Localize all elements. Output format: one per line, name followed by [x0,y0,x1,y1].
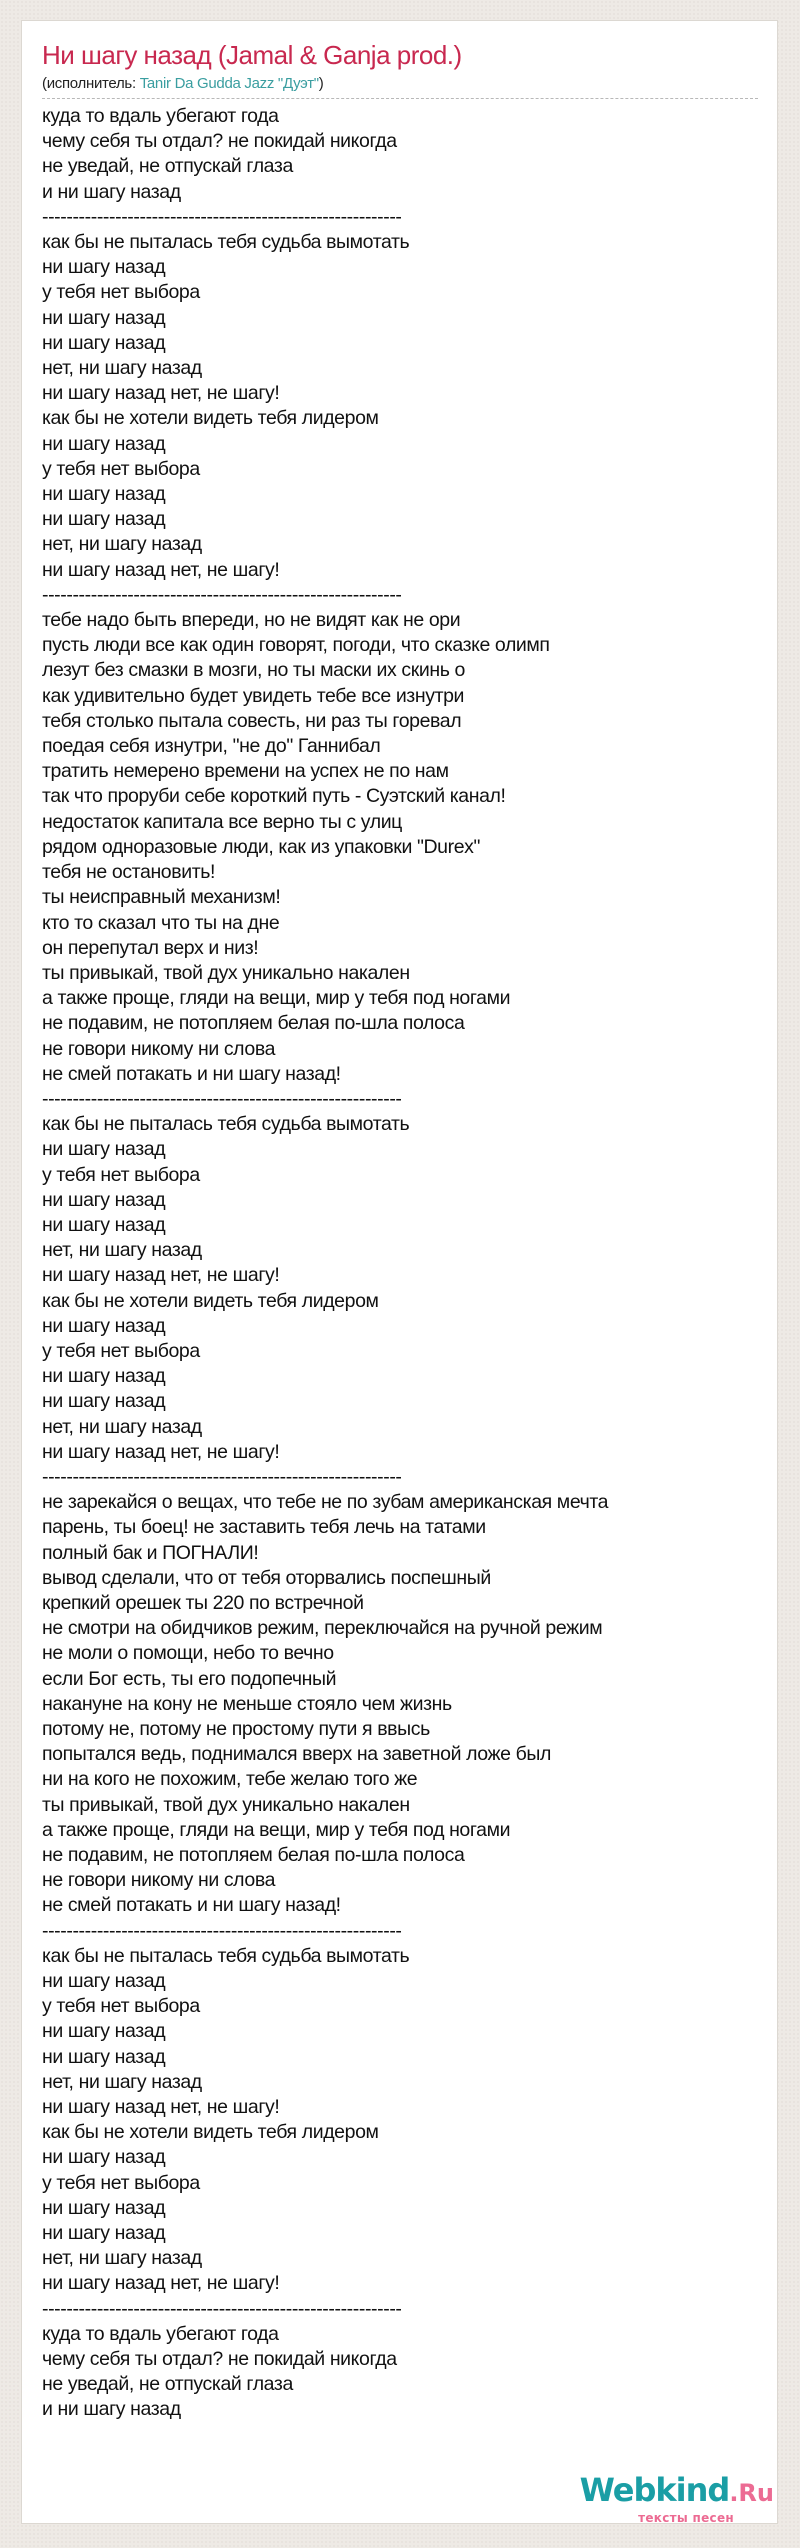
lyrics-separator: ----------------------------------------------------------- [42,205,402,228]
lyrics-line: поедая себя изнутри, "не до" Ганнибал [42,735,381,758]
lyrics-line: ни шагу назад [42,256,166,279]
lyrics-line: а также проще, гляди на вещи, мир у тебя под ногами [42,1818,511,1841]
song-title: Ни шагу назад (Jamal & Ganja prod.) [42,40,462,70]
lyrics-line: ни шагу назад [42,2020,166,2043]
lyrics-line: как бы не пыталась тебя судьба вымотать [42,231,410,254]
logo-wordmark [580,2472,774,2511]
lyrics-line: тебя не остановить! [42,861,216,884]
lyrics-line: и ни шагу назад [42,180,181,203]
lyrics-line: у тебя нет выбора [42,1995,200,2018]
lyrics-line: как бы не хотели видеть тебя лидером [42,1289,379,1312]
lyrics-line: вывод сделали, что от тебя оторвались поспешный [42,1566,491,1589]
lyrics-line: не зарекайся о вещах, что тебе не по зубам американская мечта [42,1491,609,1514]
lyrics-line: если Бог есть, ты его подопечный [42,1667,337,1690]
lyrics-line: парень, ты боец! не заставить тебя лечь на татами [42,1516,486,1539]
lyrics-line: как бы не пыталась тебя судьба вымотать [42,1944,410,1967]
lyrics-line: крепкий орешек ты 220 по встречной [42,1591,364,1614]
lyrics-separator: ----------------------------------------------------------- [42,1087,402,1110]
lyrics-line: ни шагу назад [42,432,166,455]
lyrics-line: ни шагу назад [42,1188,166,1211]
lyrics-line: ни шагу назад нет, не шагу! [42,1440,280,1463]
lyrics-line: ни шагу назад нет, не шагу! [42,382,280,405]
lyrics-line: не смей потакать и ни шагу назад! [42,1062,341,1085]
lyrics-separator: ----------------------------------------------------------- [42,1465,402,1488]
lyrics-line: не говори никому ни слова [42,1869,276,1892]
lyrics-line: чему себя ты отдал? не покидай никогда [42,2348,397,2371]
lyrics-line: нет, ни шагу назад [42,533,202,556]
lyrics-line: ни на кого не похожим, тебе желаю того же [42,1768,418,1791]
lyrics-line: как бы не хотели видеть тебя лидером [42,407,379,430]
lyrics-line: как бы не хотели видеть тебя лидером [42,2121,379,2144]
lyrics-line: ни шагу назад нет, не шагу! [42,1264,280,1287]
lyrics-line: чему себя ты отдал? не покидай никогда [42,130,397,153]
artist-link[interactable]: Tanir Da Gudda Jazz "Дуэт" [139,75,319,92]
lyrics-line: у тебя нет выбора [42,281,200,304]
logo-tld: .Ru [729,2479,774,2507]
lyrics-line: попытался ведь, поднимался вверх на заветной ложе был [42,1743,551,1766]
artist-suffix: ) [318,75,324,92]
lyrics-line: он перепутал верх и низ! [42,936,259,959]
lyrics-line: ни шагу назад [42,306,166,329]
lyrics-line: ни шагу назад [42,1314,166,1337]
lyrics-separator: ----------------------------------------------------------- [42,2297,402,2320]
artist-line [42,75,324,92]
lyrics-line: не моли о помощи, небо то вечно [42,1642,334,1665]
lyrics-line: ни шагу назад [42,1390,166,1413]
lyrics-line: ни шагу назад [42,2196,166,2219]
lyrics-line: ни шагу назад [42,2045,166,2068]
lyrics-line: ни шагу назад [42,508,166,531]
lyrics-line: куда то вдаль убегают года [42,105,279,127]
lyrics-line: и ни шагу назад [42,2398,181,2421]
lyrics-line: не уведай, не отпускай глаза [42,2373,293,2396]
lyrics-line: ни шагу назад [42,2222,166,2245]
lyrics-line: ни шагу назад [42,331,166,354]
lyrics-line: ни шагу назад [42,1970,166,1993]
lyrics-line: ни шагу назад [42,1213,166,1236]
lyrics-line: не смей потакать и ни шагу назад! [42,1894,341,1917]
lyrics-line: потому не, потому не простому пути я ввысь [42,1718,430,1740]
lyrics-line: ни шагу назад [42,2146,166,2169]
lyrics-line: пусть люди все как один говорят, погоди, что сказке олимп [42,634,550,657]
lyrics-line: как удивительно будет увидеть тебе все изнутри [42,684,465,707]
lyrics-line: нет, ни шагу назад [42,2247,202,2270]
lyrics-line: у тебя нет выбора [42,1339,200,1362]
header-divider [42,98,758,99]
lyrics-text [42,104,608,2423]
logo-tagline: тексты песен [638,2511,734,2525]
lyrics-line: нет, ни шагу назад [42,357,202,380]
lyrics-line: ни шагу назад нет, не шагу! [42,2096,280,2119]
lyrics-line: кто то сказал что ты на дне [42,911,280,934]
logo-name: Webkind [579,2471,730,2509]
lyrics-line: не смотри на обидчиков режим, переключайся на ручной режим [42,1617,603,1640]
site-logo[interactable] [580,2472,774,2525]
lyrics-line: тратить немерено времени на успех не по нам [42,760,449,783]
lyrics-line: ни шагу назад [42,1365,166,1388]
lyrics-line: куда то вдаль убегают года [42,2322,279,2345]
lyrics-line: ни шагу назад [42,1138,166,1161]
lyrics-line: так что проруби себе короткий путь - Суэтский канал! [42,785,506,808]
lyrics-line: не подавим, не потопляем белая по-шла полоса [42,1012,465,1035]
lyrics-line: лезут без смазки в мозги, но ты маски их скинь о [42,659,465,682]
lyrics-line: а также проще, гляди на вещи, мир у тебя под ногами [42,987,511,1010]
lyrics-line: ты неисправный механизм! [42,886,281,909]
lyrics-line: накануне на кону не меньше стояло чем жизнь [42,1692,452,1715]
lyrics-line: ни шагу назад нет, не шагу! [42,2272,280,2295]
lyrics-line: недостаток капитала все верно ты с улиц [42,810,402,833]
artist-prefix: (исполнитель: [42,75,140,92]
lyrics-line: полный бак и ПОГНАЛИ! [42,1541,259,1564]
lyrics-line: нет, ни шагу назад [42,1239,202,1262]
lyrics-line: тебе надо быть впереди, но не видят как не ори [42,609,461,632]
lyrics-line: тебя столько пытала совесть, ни раз ты горевал [42,709,462,732]
lyrics-line: ты привыкай, твой дух уникально накален [42,961,410,984]
lyrics-line: ты привыкай, твой дух уникально накален [42,1793,410,1816]
lyrics-line: не подавим, не потопляем белая по-шла полоса [42,1844,465,1867]
lyrics-line: ни шагу назад [42,483,166,506]
lyrics-line: нет, ни шагу назад [42,1415,202,1438]
lyrics-line: не уведай, не отпускай глаза [42,155,293,178]
lyrics-line: как бы не пыталась тебя судьба вымотать [42,1113,410,1136]
lyrics-line: у тебя нет выбора [42,2171,200,2194]
lyrics-line: у тебя нет выбора [42,1163,200,1186]
lyrics-line: рядом одноразовые люди, как из упаковки "Durex" [42,835,481,858]
lyrics-separator: ----------------------------------------------------------- [42,583,402,606]
lyrics-line: у тебя нет выбора [42,457,200,480]
lyrics-separator: ----------------------------------------------------------- [42,1919,402,1942]
lyrics-line: не говори никому ни слова [42,1037,276,1060]
lyrics-line: ни шагу назад нет, не шагу! [42,558,280,581]
lyrics-line: нет, ни шагу назад [42,2070,202,2093]
